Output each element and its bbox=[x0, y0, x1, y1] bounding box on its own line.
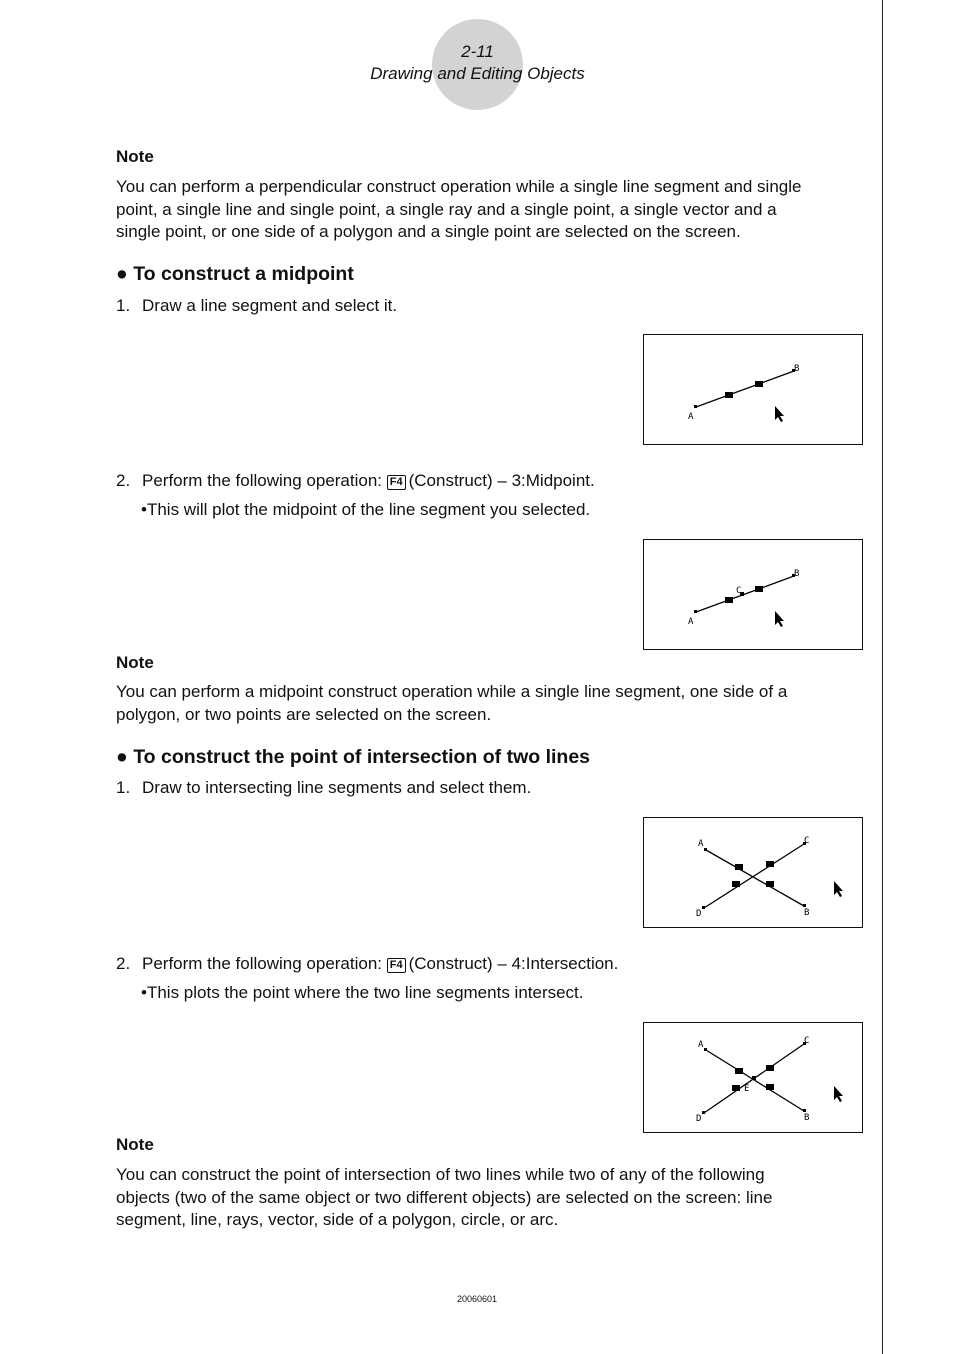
note-title: Note bbox=[116, 1135, 154, 1154]
note-line: segment, line, rays, vector, side of a polygon, circle, or arc. bbox=[116, 1210, 559, 1229]
point-label-b: B bbox=[794, 364, 800, 374]
note-line: polygon, or two points are selected on the screen. bbox=[116, 704, 492, 724]
section-heading-midpoint: ● To construct a midpoint bbox=[116, 263, 354, 285]
point-label-b: B bbox=[804, 1113, 810, 1123]
selection-handle bbox=[735, 1068, 743, 1074]
cursor-arrow-icon bbox=[834, 881, 843, 897]
cursor-arrow-icon bbox=[834, 1086, 843, 1102]
selection-handle bbox=[766, 1065, 774, 1071]
f4-key-icon: F4 bbox=[387, 475, 406, 490]
selection-handle bbox=[766, 1084, 774, 1090]
point-label-c: C bbox=[736, 586, 742, 596]
note-title: Note bbox=[116, 653, 154, 672]
bullet-icon: ● bbox=[116, 746, 128, 768]
point-label-e: E bbox=[744, 1084, 750, 1094]
note-line: You can perform a midpoint construct operation while a single line segment, one side of a bbox=[116, 682, 788, 701]
bullet-note: •This plots the point where the two line segments intersect. bbox=[141, 983, 584, 1002]
note-title: Note bbox=[116, 147, 154, 166]
calculator-screen-midpoint bbox=[643, 539, 863, 650]
cursor-arrow-icon bbox=[775, 406, 784, 422]
cursor-arrow-icon bbox=[775, 611, 784, 627]
point-label-c: C bbox=[804, 1036, 810, 1046]
note-line: You can construct the point of intersection of two lines while two of any of the following bbox=[116, 1165, 765, 1184]
selection-handle bbox=[766, 861, 774, 867]
point-label-b: B bbox=[804, 908, 810, 918]
step-item: 2. Perform the following operation: F4 (Construct) – 3:Midpoint. bbox=[116, 471, 595, 490]
f4-key-icon: F4 bbox=[387, 958, 406, 973]
note-paragraph bbox=[116, 1164, 856, 1232]
point-label-a: A bbox=[688, 412, 694, 422]
calculator-screen-select-segment bbox=[643, 334, 863, 445]
point-label-c: C bbox=[804, 836, 810, 846]
point-label-b: B bbox=[794, 569, 800, 579]
note-paragraph bbox=[116, 176, 856, 244]
point-label-a: A bbox=[688, 617, 694, 627]
selection-handle bbox=[735, 864, 743, 870]
step-item: 1. Draw a line segment and select it. bbox=[116, 296, 398, 315]
note-paragraph bbox=[116, 681, 856, 726]
note-line: You can perform a perpendicular construct operation while a single line segment and single bbox=[116, 177, 802, 196]
point-label-a: A bbox=[698, 1040, 704, 1050]
footer-code: 20060601 bbox=[456, 1294, 498, 1304]
calculator-screen-intersection bbox=[643, 1022, 863, 1133]
step-item: 2. Perform the following operation: F4 (Construct) – 4:Intersection. bbox=[116, 954, 619, 973]
calculator-screen-select-lines bbox=[643, 817, 863, 928]
bullet-note: •This will plot the midpoint of the line segment you selected. bbox=[141, 500, 591, 519]
selection-handle bbox=[766, 881, 774, 887]
selection-handle bbox=[732, 1085, 740, 1091]
point-label-d: D bbox=[696, 1114, 702, 1124]
selection-handle bbox=[725, 597, 733, 603]
note-line: objects (two of the same object or two different objects) are selected on the screen: line bbox=[116, 1187, 773, 1207]
bullet-icon: ● bbox=[116, 263, 128, 285]
page-margin-rule bbox=[882, 0, 883, 1354]
step-item: 1. Draw to intersecting line segments and select them. bbox=[116, 778, 532, 797]
selection-handle bbox=[755, 586, 763, 592]
selection-handle bbox=[732, 881, 740, 887]
selection-handle bbox=[755, 381, 763, 387]
note-line: point, a single line and single point, a single ray and a single point, a single vector and a bbox=[116, 199, 777, 219]
point-label-d: D bbox=[696, 909, 702, 919]
note-line: single point, or one side of a polygon and a single point are selected on the screen. bbox=[116, 222, 741, 241]
point-a-marker bbox=[694, 405, 697, 408]
selection-handle bbox=[725, 392, 733, 398]
intersection-marker bbox=[752, 1076, 756, 1080]
section-title: Drawing and Editing Objects bbox=[370, 64, 585, 83]
section-heading-intersection: ● To construct the point of intersection of two lines bbox=[116, 746, 591, 768]
point-label-a: A bbox=[698, 839, 704, 849]
page-number: 2-11 bbox=[461, 42, 494, 61]
